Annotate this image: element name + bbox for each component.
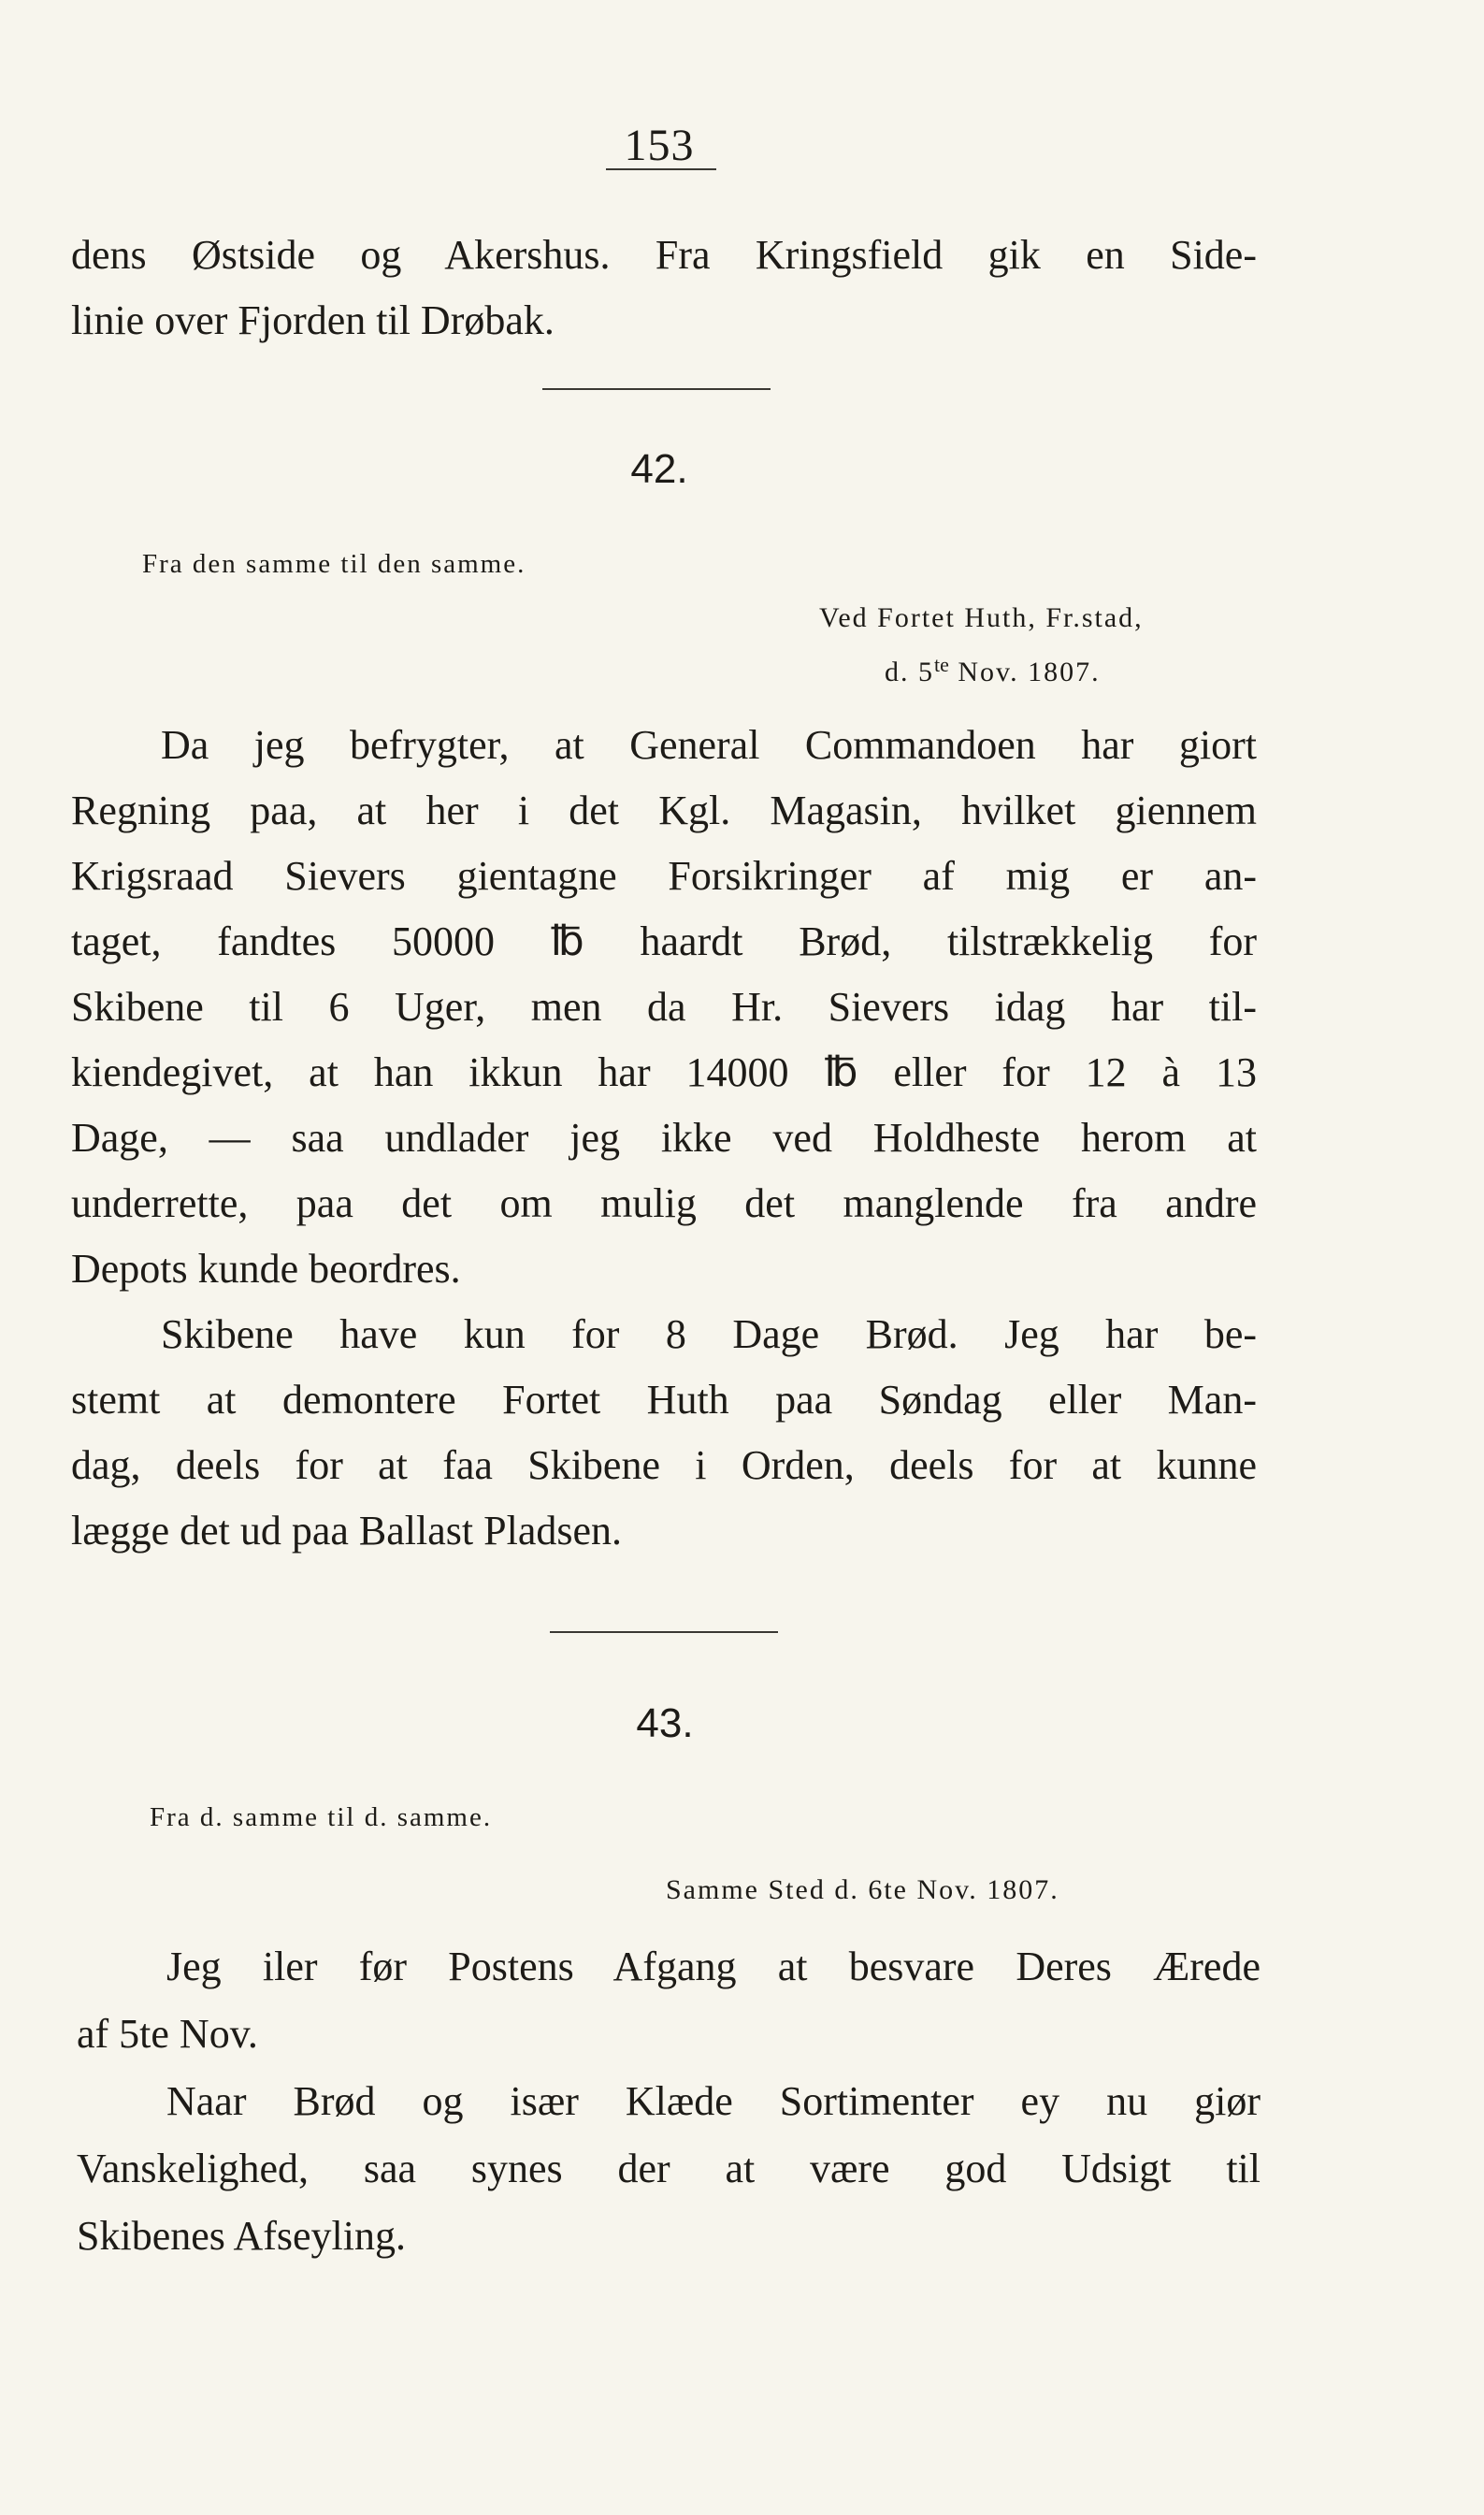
- continuation-line-2: linie over Fjorden til Drøbak.: [71, 297, 555, 343]
- letter-42-line-5: Skibene til 6 Uger, men da Hr. Sievers idag har til-: [71, 984, 1257, 1030]
- section-divider-1: [542, 388, 771, 390]
- letter-42-line-4: taget, fandtes 50000 ℔ haardt Brød, tilstrækkelig for: [71, 918, 1257, 964]
- letter-42-date-prefix: d. 5: [885, 657, 934, 687]
- letter-42-line-9: Depots kunde beordres.: [71, 1246, 461, 1292]
- letter-43-line-1: Jeg iler før Postens Afgang at besvare Deres Ærede: [166, 1944, 1261, 1989]
- letter-43-heading: Fra d. samme til d. samme.: [150, 1802, 493, 1832]
- letter-42-date: [885, 644, 1101, 693]
- letter-42-line-12: dag, deels for at faa Skibene i Orden, deels for at kunne: [71, 1442, 1257, 1488]
- letter-43-line-5: Skibenes Afseyling.: [77, 2213, 406, 2259]
- page-number: 153: [624, 121, 695, 170]
- letter-43-line-3: Naar Brød og især Klæde Sortimenter ey nu giør: [166, 2078, 1261, 2124]
- letter-42-line-2: Regning paa, at her i det Kgl. Magasin, hvilket giennem: [71, 788, 1257, 833]
- letter-number-43: 43.: [636, 1700, 694, 1746]
- letter-42-line-13: lægge det ud paa Ballast Pladsen.: [71, 1508, 622, 1554]
- letter-42-line-8: underrette, paa det om mulig det manglende fra andre: [71, 1180, 1257, 1226]
- page-number-underline: [606, 168, 716, 170]
- letter-42-place: Ved Fortet Huth, Fr.stad,: [819, 602, 1144, 633]
- letter-42-line-11: stemt at demontere Fortet Huth paa Søndag eller Man-: [71, 1377, 1257, 1423]
- letter-43-dateline: Samme Sted d. 6te Nov. 1807.: [666, 1874, 1059, 1905]
- letter-42-line-1: Da jeg befrygter, at General Commandoen har giort: [161, 722, 1257, 768]
- letter-42-heading: Fra den samme til den samme.: [142, 549, 526, 579]
- letter-42-line-10: Skibene have kun for 8 Dage Brød. Jeg har be-: [161, 1311, 1257, 1357]
- letter-42-date-suffix: Nov. 1807.: [948, 657, 1101, 687]
- letter-42-line-6: kiendegivet, at han ikkun har 14000 ℔ eller for 12 à 13: [71, 1049, 1257, 1095]
- section-divider-2: [550, 1631, 778, 1633]
- letter-42-line-7: Dage, — saa undlader jeg ikke ved Holdheste herom at: [71, 1115, 1257, 1161]
- continuation-line-1: dens Østside og Akershus. Fra Kringsfield gik en Side-: [71, 232, 1257, 278]
- letter-number-42: 42.: [630, 446, 688, 492]
- letter-42-line-3: Krigsraad Sievers gientagne Forsikringer af mig er an-: [71, 853, 1257, 899]
- letter-43-line-2: af 5te Nov.: [77, 2011, 258, 2057]
- letter-42-date-sup: te: [934, 653, 949, 676]
- letter-43-line-4: Vanskelighed, saa synes der at være god Udsigt til: [77, 2146, 1261, 2191]
